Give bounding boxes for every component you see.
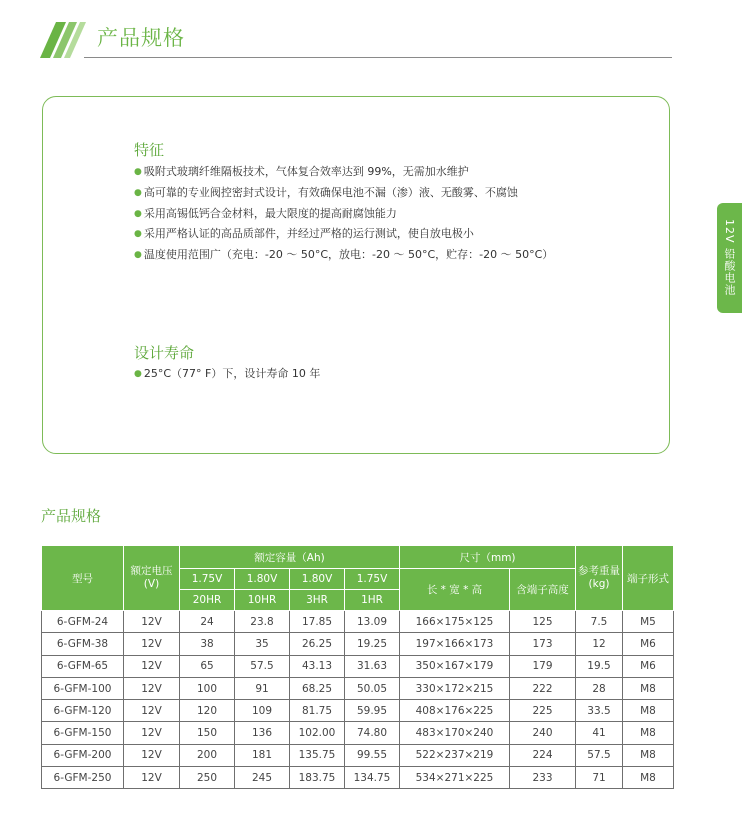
cap-rate-header: 1HR — [345, 590, 400, 611]
col-header-size-lwh: 长 * 宽 * 高 — [400, 569, 510, 611]
list-item: ● 25°C（77° F）下，设计寿命 10 年 — [134, 364, 320, 385]
table-cell: 102.00 — [290, 722, 345, 744]
design-life-list — [134, 364, 320, 385]
page-title: 产品规格 — [97, 26, 185, 50]
cap-rate-header: 3HR — [290, 590, 345, 611]
table-cell: 100 — [180, 677, 235, 699]
table-cell: 19.25 — [345, 633, 400, 655]
table-cell: 250 — [180, 767, 235, 789]
table-cell: 179 — [510, 655, 576, 677]
table-cell: 222 — [510, 677, 576, 699]
cap-voltage-header: 1.80V — [235, 569, 290, 590]
table-row — [42, 677, 674, 699]
features-list — [134, 162, 553, 266]
table-cell: 12V — [124, 767, 180, 789]
table-cell: M8 — [623, 677, 674, 699]
table-cell: 197×166×173 — [400, 633, 510, 655]
table-cell: 28 — [576, 677, 623, 699]
spec-table — [41, 545, 674, 789]
table-cell: 17.85 — [290, 611, 345, 633]
table-cell: 57.5 — [235, 655, 290, 677]
cap-voltage-header: 1.75V — [180, 569, 235, 590]
cap-voltage-header: 1.80V — [290, 569, 345, 590]
cap-voltage-header: 1.75V — [345, 569, 400, 590]
table-cell: 35 — [235, 633, 290, 655]
list-item: ● 采用高锡低钙合金材料，最大限度的提高耐腐蚀能力 — [134, 204, 553, 225]
table-cell: 6-GFM-120 — [42, 700, 124, 722]
table-cell: 38 — [180, 633, 235, 655]
col-header-weight: 参考重量 (kg) — [576, 546, 623, 611]
table-cell: M8 — [623, 767, 674, 789]
table-cell: 181 — [235, 744, 290, 766]
table-cell: 6-GFM-200 — [42, 744, 124, 766]
table-row — [42, 767, 674, 789]
table-cell: 6-GFM-65 — [42, 655, 124, 677]
table-row — [42, 655, 674, 677]
table-cell: 74.80 — [345, 722, 400, 744]
table-cell: 99.55 — [345, 744, 400, 766]
table-row — [42, 633, 674, 655]
table-cell: 41 — [576, 722, 623, 744]
table-cell: 125 — [510, 611, 576, 633]
table-cell: 6-GFM-24 — [42, 611, 124, 633]
table-cell: 12V — [124, 611, 180, 633]
table-cell: 240 — [510, 722, 576, 744]
table-cell: 12V — [124, 633, 180, 655]
features-title: 特征 — [134, 141, 165, 159]
table-cell: 50.05 — [345, 677, 400, 699]
table-cell: 12V — [124, 677, 180, 699]
table-cell: 183.75 — [290, 767, 345, 789]
table-cell: 135.75 — [290, 744, 345, 766]
table-cell: M8 — [623, 744, 674, 766]
table-cell: 7.5 — [576, 611, 623, 633]
table-row — [42, 744, 674, 766]
table-cell: M8 — [623, 722, 674, 744]
table-cell: 33.5 — [576, 700, 623, 722]
table-cell: 59.95 — [345, 700, 400, 722]
table-cell: 109 — [235, 700, 290, 722]
title-divider — [84, 57, 672, 58]
design-life-title: 设计寿命 — [134, 344, 195, 362]
table-cell: 225 — [510, 700, 576, 722]
table-cell: 330×172×215 — [400, 677, 510, 699]
col-header-size: 尺寸（mm) — [400, 546, 576, 569]
table-cell: 483×170×240 — [400, 722, 510, 744]
table-cell: 224 — [510, 744, 576, 766]
col-header-capacity: 额定容量（Ah) — [180, 546, 400, 569]
table-cell: 23.8 — [235, 611, 290, 633]
table-cell: M6 — [623, 655, 674, 677]
table-cell: 13.09 — [345, 611, 400, 633]
cap-rate-header: 20HR — [180, 590, 235, 611]
table-cell: 6-GFM-38 — [42, 633, 124, 655]
table-cell: 150 — [180, 722, 235, 744]
table-cell: 31.63 — [345, 655, 400, 677]
table-row — [42, 722, 674, 744]
cap-rate-header: 10HR — [235, 590, 290, 611]
table-cell: 522×237×219 — [400, 744, 510, 766]
table-cell: 6-GFM-250 — [42, 767, 124, 789]
table-cell: 19.5 — [576, 655, 623, 677]
list-item: ● 吸附式玻璃纤维隔板技术，气体复合效率达到 99%，无需加水维护 — [134, 162, 553, 183]
table-cell: 534×271×225 — [400, 767, 510, 789]
col-header-size-terminal: 含端子高度 — [510, 569, 576, 611]
table-cell: 12 — [576, 633, 623, 655]
col-header-model: 型号 — [42, 546, 124, 611]
table-cell: 65 — [180, 655, 235, 677]
table-title: 产品规格 — [41, 507, 102, 525]
table-cell: 68.25 — [290, 677, 345, 699]
table-cell: 233 — [510, 767, 576, 789]
table-cell: 12V — [124, 744, 180, 766]
table-cell: 57.5 — [576, 744, 623, 766]
table-cell: 81.75 — [290, 700, 345, 722]
table-cell: 166×175×125 — [400, 611, 510, 633]
col-header-voltage: 额定电压 (V) — [124, 546, 180, 611]
list-item: ● 温度使用范围广（充电：-20 ～ 50°C，放电：-20 ～ 50°C，贮存：-20 ～ 50°C） — [134, 245, 553, 266]
table-cell: 6-GFM-100 — [42, 677, 124, 699]
table-cell: 120 — [180, 700, 235, 722]
table-cell: 26.25 — [290, 633, 345, 655]
side-category-tab[interactable]: 12V 铅酸电池 — [717, 203, 742, 313]
table-cell: 408×176×225 — [400, 700, 510, 722]
table-cell: 350×167×179 — [400, 655, 510, 677]
table-cell: 173 — [510, 633, 576, 655]
table-cell: 24 — [180, 611, 235, 633]
table-cell: 134.75 — [345, 767, 400, 789]
table-cell: M8 — [623, 700, 674, 722]
table-cell: 43.13 — [290, 655, 345, 677]
table-cell: M5 — [623, 611, 674, 633]
table-cell: 245 — [235, 767, 290, 789]
table-cell: 12V — [124, 700, 180, 722]
table-cell: 12V — [124, 655, 180, 677]
table-row — [42, 611, 674, 633]
table-cell: 6-GFM-150 — [42, 722, 124, 744]
table-cell: 136 — [235, 722, 290, 744]
table-cell: M6 — [623, 633, 674, 655]
list-item: ● 采用严格认证的高品质部件，并经过严格的运行测试，使自放电极小 — [134, 224, 553, 245]
table-row — [42, 700, 674, 722]
col-header-terminal: 端子形式 — [623, 546, 674, 611]
table-cell: 200 — [180, 744, 235, 766]
list-item: ● 高可靠的专业阀控密封式设计，有效确保电池不漏（渗）液、无酸雾、不腐蚀 — [134, 183, 553, 204]
table-cell: 12V — [124, 722, 180, 744]
table-cell: 71 — [576, 767, 623, 789]
table-cell: 91 — [235, 677, 290, 699]
header-stripes-logo — [40, 22, 88, 58]
